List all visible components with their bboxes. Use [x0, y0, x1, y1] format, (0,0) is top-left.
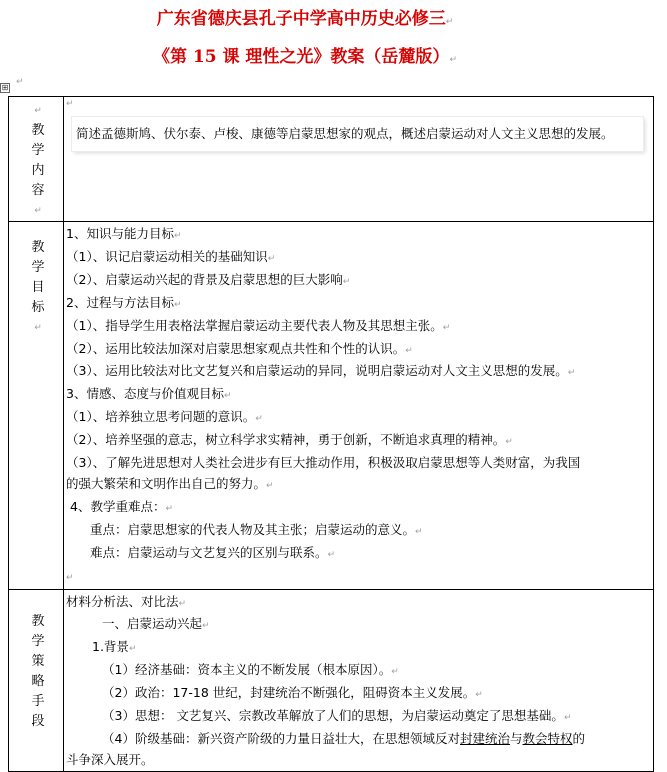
goal-line: 难点：启蒙运动与文艺复兴的区别与联系。↵	[90, 544, 336, 560]
row-teaching-content	[9, 97, 654, 222]
goal-line: 2、过程与方法目标↵	[66, 294, 182, 310]
label-char: 学	[31, 260, 45, 275]
strategy-line: （3）思想： 文艺复兴、宗教改革解放了人们的思想，为启蒙运动奠定了思想基础。↵	[102, 708, 572, 724]
goal-line: （2）、培养坚强的意志，树立科学求实精神，勇于创新，不断追求真理的精神。↵	[66, 432, 513, 448]
content-text: 简述孟德斯鸠、伏尔泰、卢梭、康德等启蒙思想家的观点，概述启蒙运动对人文主义思想的发展。	[76, 126, 614, 141]
goal-line: 1、知识与能力目标↵	[66, 226, 182, 241]
paragraph-mark: ↵	[34, 206, 42, 216]
goal-line: （3）、运用比较法对比文艺复兴和启蒙运动的异同，说明启蒙运动对人文主义思想的发展。↵	[66, 363, 576, 379]
goal-line: 重点：启蒙思想家的代表人物及其主张；启蒙运动的意义。↵	[90, 521, 423, 537]
goals-cell[interactable]	[64, 222, 654, 590]
paragraph-mark: ↵	[16, 77, 24, 87]
goal-line: ↵	[66, 572, 74, 583]
label-char: 内	[31, 163, 45, 178]
row-teaching-strategy	[9, 589, 654, 771]
paragraph-mark: ↵	[66, 99, 74, 109]
strategy-line: （2）政治：17-18 世纪，封建统治不断强化，阻碍资本主义发展。↵	[102, 685, 483, 701]
goal-line: 3、情感、态度与价值观目标↵	[66, 386, 232, 402]
paragraph-mark: ↵	[34, 106, 42, 116]
strategy-cell[interactable]	[64, 589, 654, 771]
goal-line: （3）、了解先进思想对人类社会进步有巨大推动作用，积极汲取启蒙思想等人类财富，为我国	[66, 455, 581, 471]
strategy-line: 材料分析法、对比法↵	[66, 593, 187, 609]
goal-line: 的强大繁荣和文明作出自己的努力。↵	[66, 475, 274, 491]
strategy-line: 一、启蒙运动兴起↵	[102, 616, 210, 632]
goal-line: （2）、启蒙运动兴起的背景及启蒙思想的巨大影响↵	[66, 271, 351, 287]
label-char: 标	[31, 300, 45, 315]
label-cell-strategy	[9, 589, 64, 771]
strategy-line: 1.背景↵	[92, 639, 137, 655]
label-char: 学	[31, 143, 45, 158]
label-char: 容	[31, 183, 45, 198]
goal-line: （1）、识记启蒙运动相关的基础知识↵	[66, 248, 276, 264]
strategy-line: 斗争深入展开。	[66, 751, 154, 767]
label-char: 段	[31, 713, 45, 729]
label-char: 目	[31, 280, 45, 295]
label-char: 教	[31, 613, 45, 629]
underlined-term: 教会特权	[522, 730, 573, 746]
underlined-term: 封建统治	[459, 730, 510, 746]
label-char: 手	[31, 693, 45, 709]
goal-line: （1）、指导学生用表格法掌握启蒙运动主要代表人物及其思想主张。↵	[66, 317, 451, 333]
lesson-plan-table	[8, 96, 654, 772]
goal-line: （2）、运用比较法加深对启蒙思想家观点共性和个性的认识。↵	[66, 340, 413, 356]
strategy-line: （4）阶级基础：新兴资产阶级的力量日益壮大，在思想领域反对封建统治与教会特权的	[102, 730, 586, 746]
label-char: 策	[31, 653, 45, 669]
label-char: 学	[31, 633, 45, 649]
document-title-line1: 广东省德庆县孔子中学高中历史必修三↵	[156, 9, 454, 29]
goal-line: 4、教学重难点：↵	[70, 498, 174, 514]
paragraph-mark: ↵	[34, 323, 42, 333]
row-teaching-goals	[9, 222, 654, 590]
label-char: 教	[31, 240, 45, 255]
table-anchor-icon[interactable]: ⊞	[1, 83, 9, 92]
goal-line: （1）、培养独立思考问题的意识。↵	[66, 409, 263, 425]
document-title-line2: 《第 15 课 理性之光》教案（岳麓版）↵	[153, 47, 457, 67]
label-cell-content	[9, 97, 64, 222]
strategy-line: （1）经济基础：资本主义的不断发展（根本原因）。↵	[102, 662, 399, 678]
label-char: 略	[31, 673, 45, 689]
label-cell-goals	[9, 222, 64, 590]
content-cell[interactable]	[64, 97, 654, 222]
content-text-box[interactable]	[72, 117, 643, 151]
label-char: 教	[31, 123, 45, 138]
